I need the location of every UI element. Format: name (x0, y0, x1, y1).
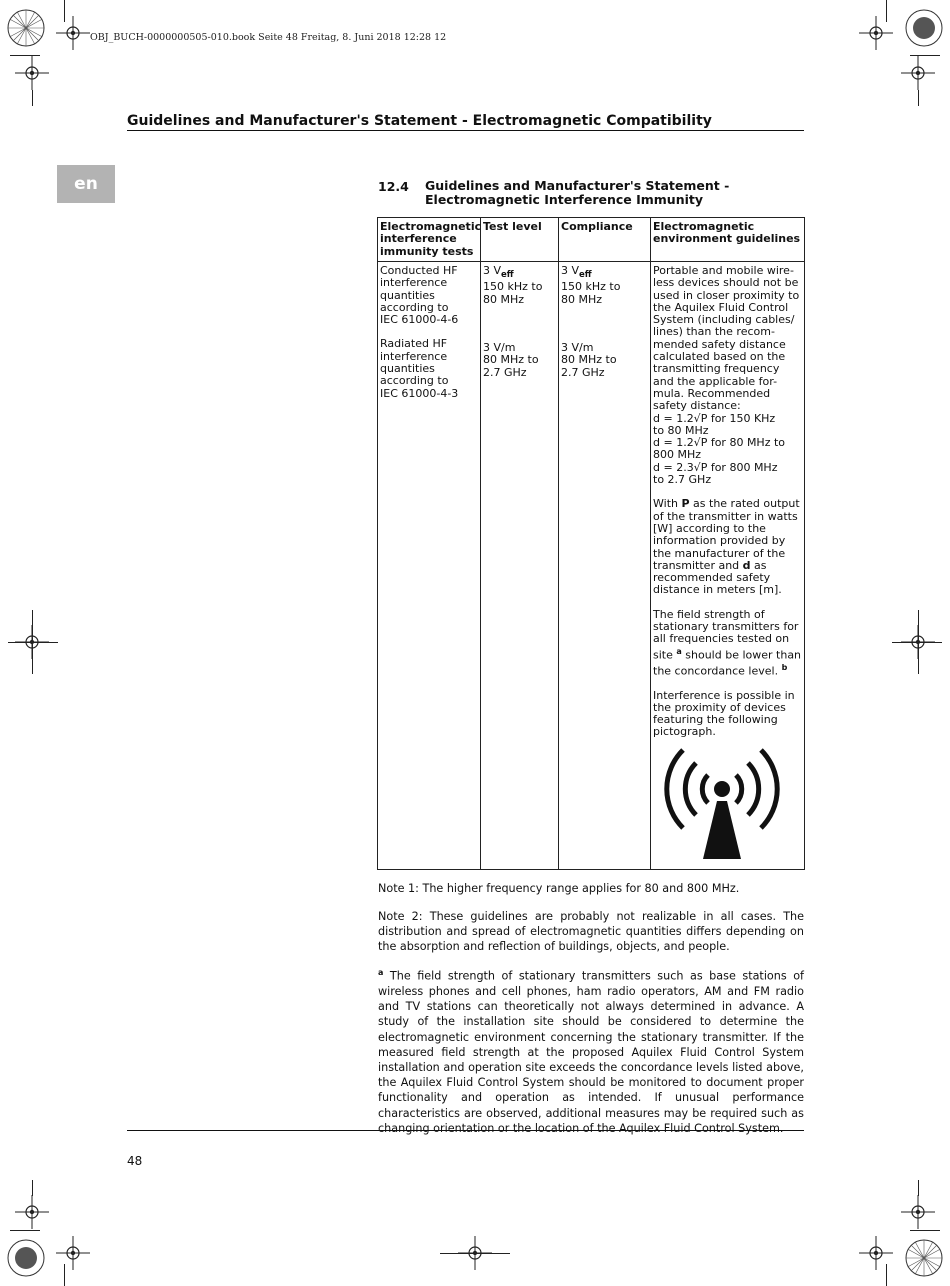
environment-guidelines-cell (651, 262, 805, 870)
column-header: Test level (481, 218, 559, 262)
test-level-cell (481, 262, 559, 870)
footnote-a: $^a$ The field strength of stationary transmitters such as base stations of wireless phones and cell phones, ham radio operators, AM and FM radio and TV stations can theoretically not always determined in advance. A study of the installation site should be considered to determine the electromagnetic environment concerning the stationary transmitter. If the measured field strength at the proposed Aquilex Fluid Control System installation and operation site exceeds the concordance levels listed above, the Aquilex Fluid Control System should be monitored to document proper functionality and operation as intended. If unusual performance characteristics are observed, additional measures may be required such as changing orientation or the location of the Aquilex Fluid Control System. (378, 968, 804, 1135)
note-2: Note 2: These guidelines are probably not realizable in all cases. The distribution and spread of electromagnetic quantities differs depending on the absorption and reflection of buildings, objects, and people. (378, 910, 804, 954)
print-info-line: OBJ_BUCH-0000000505-010.book Seite 48 Freitag, 8. Juni 2018 12:28 12 (90, 32, 447, 43)
cell-line: 3 V/m (483, 341, 516, 355)
cell-line: 80 MHz to (561, 353, 617, 367)
note-1: Note 1: The higher frequency range applies for 80 and 800 MHz. (378, 882, 740, 895)
cell-line: IEC 61000-4-6 (380, 313, 459, 327)
page-header-title: Guidelines and Manufacturer's Statement - Electromagnetic Compatibility (127, 113, 804, 131)
non-ionizing-radiation-icon (653, 745, 787, 865)
crosshair-icon (56, 16, 90, 50)
cell-line: 150 kHz to (561, 280, 621, 294)
guideline-paragraph: With P as the rated output of the transmitter in watts [W] according to the information provided by the manufacturer of the transmitter and d as recommended safety distance in meters [m]. (653, 497, 800, 597)
registration-wheel-icon (904, 1238, 944, 1278)
emc-immunity-table (377, 217, 805, 870)
cell-line: quantities (380, 362, 435, 376)
cell-line: 80 MHz (561, 292, 603, 306)
crosshair-icon (15, 1195, 49, 1229)
registration-disc-icon (904, 8, 944, 48)
cell-line: 3 $V_{eff}$ (561, 264, 592, 281)
cell-line: 150 kHz to (483, 280, 543, 294)
cell-line: Radiated HF (380, 337, 448, 351)
cell-line: according to (380, 300, 449, 314)
crosshair-icon (859, 1236, 893, 1270)
column-header: Electromagnetic environment guidelines (651, 218, 805, 262)
cell-line: interference (380, 276, 448, 290)
column-header: Electromagnetic interference immunity tests (378, 218, 481, 262)
language-tab: en (57, 165, 115, 203)
crosshair-icon (859, 16, 893, 50)
registration-wheel-icon (6, 8, 46, 48)
cell-line: interference (380, 349, 448, 363)
table-header-row (378, 218, 805, 262)
cell-line: 80 MHz (483, 292, 525, 306)
guideline-paragraph: Interference is possible in the proximity of devices featuring the following pictograph. (653, 688, 795, 739)
section-title: Guidelines and Manufacturer's Statement - Electromagnetic Interference Immunity (425, 178, 730, 207)
cell-line: Conducted HF (380, 264, 458, 277)
cell-line: 3 $V_{eff}$ (483, 264, 514, 281)
page-number: 48 (127, 1154, 143, 1168)
section-number: 12.4 (378, 179, 409, 194)
cell-line: 2.7 GHz (483, 365, 527, 379)
crosshair-icon (56, 1236, 90, 1270)
guideline-paragraph: Portable and mobile wire- less devices should not be used in closer proximity to the Aquilex Fluid Control System (including cables/ lines) than the recom- mended safety distance calculated based on the transmitting frequency and the applicable for- mula. Recommended safety distance: d = 1.2√P for 150 KHz to 80 MHz d = 1.2√P for 80 MHz to 800 MHz d = 2.3√P for 800 MHz to 2.7 GHz (653, 264, 800, 487)
column-header: Compliance (559, 218, 651, 262)
compliance-cell (559, 262, 651, 870)
footer-divider (127, 1130, 804, 1131)
crosshair-icon (901, 1195, 935, 1229)
cell-line: IEC 61000-4-3 (380, 386, 459, 400)
cell-line: quantities (380, 288, 435, 302)
registration-disc-icon (6, 1238, 46, 1278)
cell-line: 3 V/m (561, 341, 594, 355)
table-row (378, 262, 805, 870)
crosshair-icon (901, 56, 935, 90)
cell-line: 80 MHz to (483, 353, 539, 367)
cell-line: 2.7 GHz (561, 365, 605, 379)
immunity-tests-cell (378, 262, 481, 870)
cell-line: according to (380, 374, 449, 388)
crosshair-icon (15, 56, 49, 90)
guideline-paragraph: The field strength of stationary transmitters for all frequencies tested on site $^a$ should be lower than the concordance level. $^b$ (653, 607, 802, 678)
